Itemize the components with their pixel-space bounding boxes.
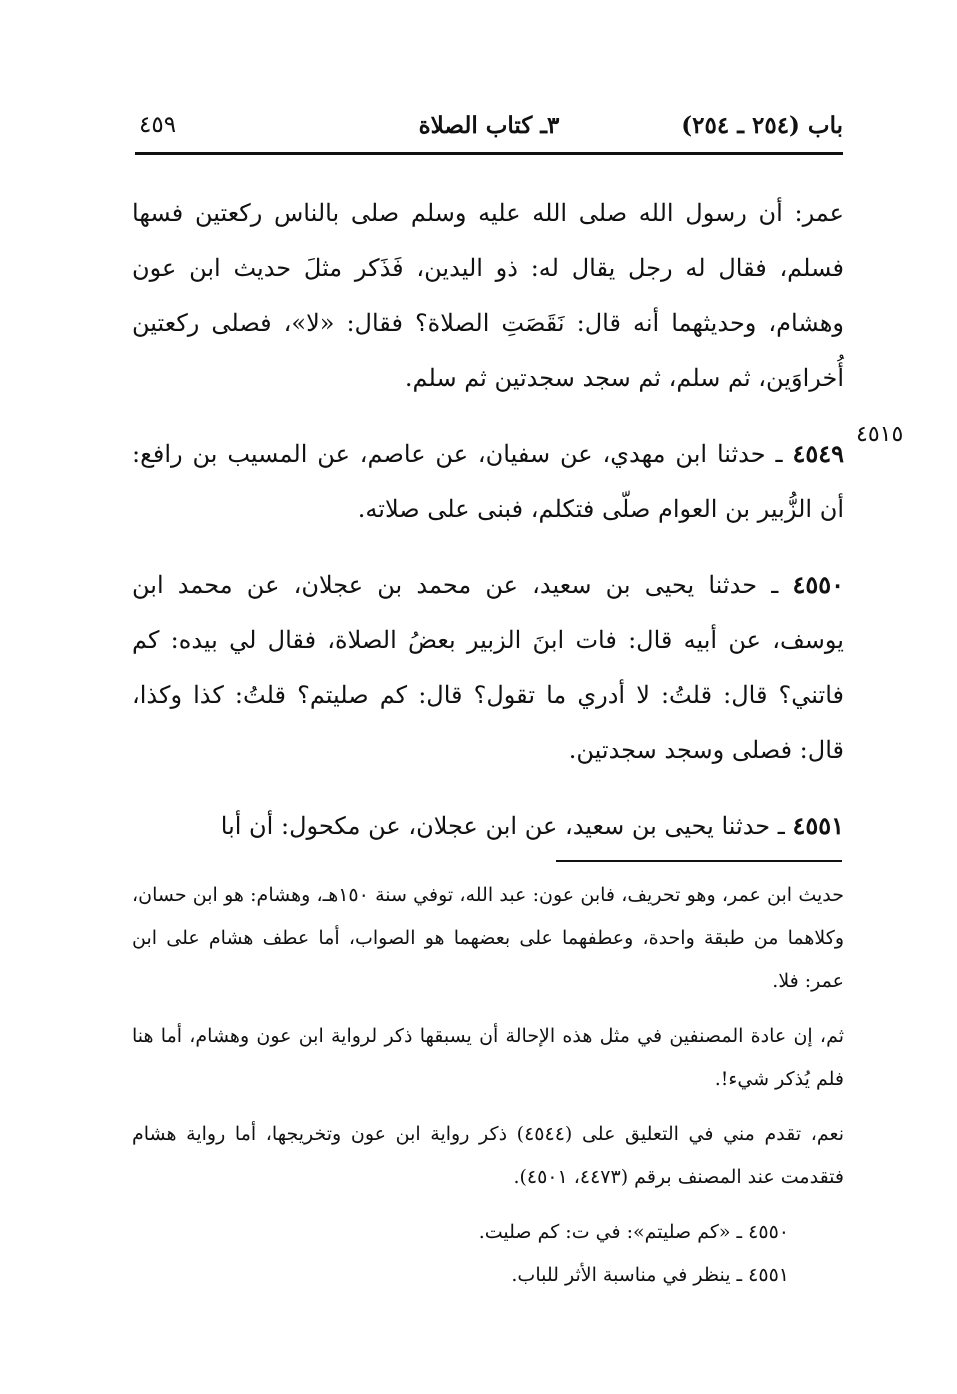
hadith-text: ـ حدثنا يحيى بن سعيد، عن محمد بن عجلان، عن محمد ابن يوسف، عن أبيه قال: فات ابنَ الزبير بعضُ الصلاة، فقال لي بيده: كم فاتني؟ قال: قلتُ: لا أدري ما تقول؟ قال: كم صليتم؟ قلتُ: كذا وكذا، قال: فصلى وسجد سجدتين.	[132, 571, 844, 764]
footnote-4551: ٤٥٥١ ـ ينظر في مناسبة الأثر للباب.	[511, 1264, 789, 1286]
footnote-2: ثم، إن عادة المصنفين في مثل هذه الإحالة أن يسبقها ذكر لرواية ابن عون وهشام، أما هنا فلم يُذكر شيء!.	[132, 1025, 844, 1090]
hadith-number: ٤٥٥١	[792, 811, 844, 840]
hadith-number: ٤٥٥٠	[792, 570, 844, 599]
intro-paragraph: عمر: أن رسول الله صلى الله عليه وسلم صلى بالناس ركعتين فسها فسلم، فقال له رجل يقال له: ذو اليدين، فَذَكر مثلَ حديث ابن عون وهشام، وحديثهما أنه قال: نَقَصَتِ الصلاة؟ فقال: «لا»، فصلى ركعتين أُخراوَين، ثم سلم، ثم سجد سجدتين ثم سلم.	[132, 199, 845, 392]
hadith-4549	[132, 426, 844, 537]
hadith-number: ٤٥٤٩	[792, 439, 844, 468]
chapter-title: باب (٢٥٤ ـ ٢٥٤)	[681, 112, 843, 139]
footnote-3: نعم، تقدم مني في التعليق على (٤٥٤٤) ذكر رواية ابن عون وتخريجها، أما رواية هشام فتقدمت عند المصنف برقم (٤٤٧٣، ٤٥٠١).	[132, 1123, 844, 1188]
footnote-4550: ٤٥٥٠ ـ «كم صليتم»: في ت: كم صليت.	[478, 1221, 789, 1243]
running-header	[135, 108, 843, 155]
hadith-4550	[132, 557, 844, 778]
main-text	[132, 186, 844, 854]
hadith-text: ـ حدثنا يحيى بن سعيد، عن ابن عجلان، عن مكحول: أن أبا	[220, 812, 793, 840]
page-number: ٤٥٩	[139, 112, 177, 138]
footnote-separator	[556, 860, 842, 862]
hadith-4551	[132, 798, 844, 854]
margin-cross-reference: ٤٥١٥	[856, 422, 904, 447]
book-title: ٣ـ كتاب الصلاة	[418, 112, 560, 139]
footnotes	[132, 874, 844, 1297]
footnote-1: حديث ابن عمر، وهو تحريف، فابن عون: عبد الله، توفي سنة ١٥٠هـ، وهشام: هو ابن حسان، وكلاهما من طبقة واحدة، وعطفهما على بعضهما هو الصواب، أما عطف هشام على ابن عمر: فلا.	[132, 884, 844, 992]
hadith-text: ـ حدثنا ابن مهدي، عن سفيان، عن عاصم، عن المسيب بن رافع: أن الزُّبير بن العوام صلّى فتكلم، فبنى على صلاته.	[132, 440, 844, 523]
